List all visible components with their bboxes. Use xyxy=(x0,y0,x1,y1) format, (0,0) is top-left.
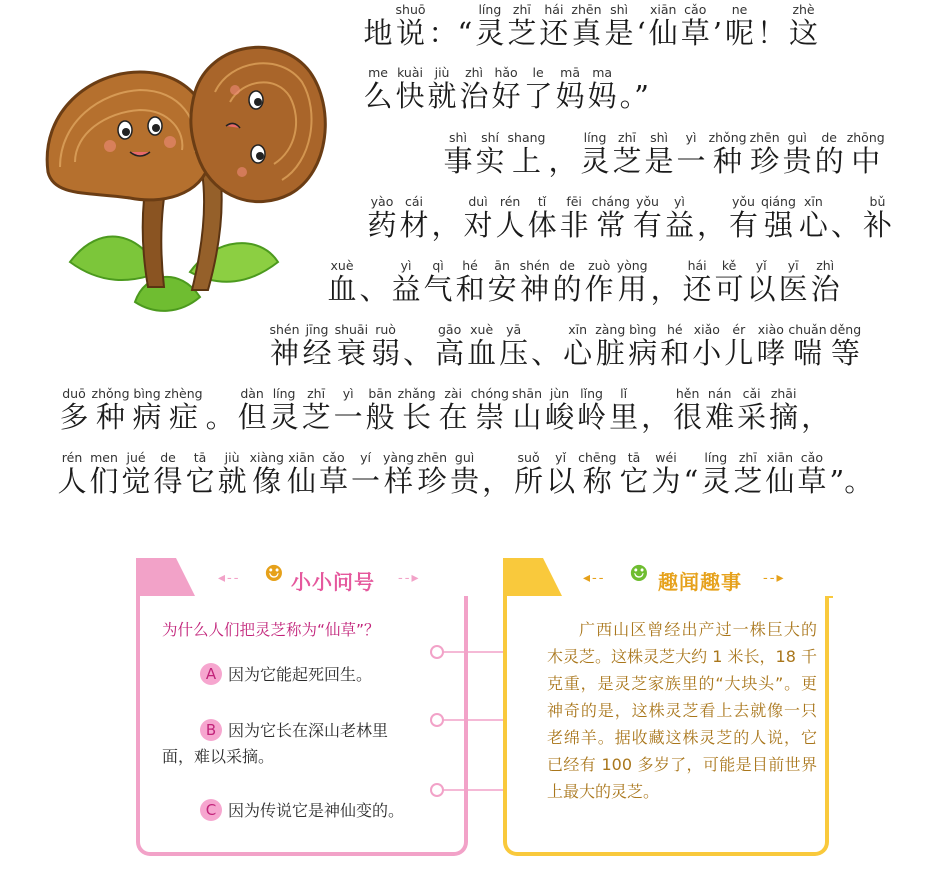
pinyin: xiān xyxy=(765,450,795,465)
story-char: ：“ xyxy=(428,16,473,50)
pinyin: shān xyxy=(512,386,543,401)
story-char: 、 xyxy=(830,208,860,242)
story-line xyxy=(56,452,875,496)
story-char: 妈ma xyxy=(587,65,617,113)
right-arrow-icon: ‑‑▸ xyxy=(398,570,421,586)
story-char: 等děng xyxy=(829,322,862,370)
pinyin: ne xyxy=(725,2,754,17)
story-char: 在zài xyxy=(438,386,468,434)
pinyin: líng xyxy=(475,2,505,17)
story-char: 对duì xyxy=(463,194,493,242)
pinyin: yì xyxy=(664,194,694,209)
story-char: ， xyxy=(431,208,461,242)
pinyin: zàng xyxy=(595,322,626,337)
pinyin: zhēn xyxy=(749,130,780,145)
story-char: 么me xyxy=(363,65,393,113)
pinyin: bān xyxy=(365,386,395,401)
pinyin: jùn xyxy=(545,386,575,401)
pinyin: jiù xyxy=(217,450,247,465)
pinyin: yǐ xyxy=(746,258,776,273)
story-char: 一yì xyxy=(676,130,706,178)
story-char: 就jiù xyxy=(427,65,457,113)
story-char: 了le xyxy=(523,65,553,113)
pinyin: zhēn xyxy=(416,450,448,465)
pinyin: cǎo xyxy=(797,450,827,465)
pinyin: yòng xyxy=(616,258,648,273)
pinyin: zhǎng xyxy=(397,386,436,401)
pinyin: shén xyxy=(269,322,300,337)
pinyin: zhī xyxy=(612,130,642,145)
pinyin: děng xyxy=(829,322,862,337)
story-char: 弱ruò xyxy=(371,322,401,370)
story-char: 好hǎo xyxy=(491,65,521,113)
pinyin: de xyxy=(814,130,844,145)
option-b[interactable] xyxy=(162,718,432,770)
story-char: 是shì xyxy=(604,2,634,50)
story-char: 妈mā xyxy=(555,65,585,113)
story-char: 病bìng xyxy=(628,322,658,370)
story-char: 一yí xyxy=(351,450,381,498)
story-char: 强qiáng xyxy=(760,194,796,242)
option-a-badge: A xyxy=(200,663,222,685)
pinyin: zuò xyxy=(584,258,614,273)
story-char: 仙xiān xyxy=(765,450,795,498)
pinyin: shí xyxy=(475,130,505,145)
pinyin: zhè xyxy=(789,2,819,17)
story-char: 仙xiān xyxy=(648,2,678,50)
pinyin: chēng xyxy=(578,450,617,465)
story-char: 治zhì xyxy=(810,258,840,306)
story-char: 灵líng xyxy=(580,130,610,178)
pinyin: hé xyxy=(455,258,485,273)
story-char: 以yǐ xyxy=(546,450,576,498)
story-char: 芝zhī xyxy=(507,2,537,50)
pinyin: zhōng xyxy=(846,130,885,145)
story-char: 多duō xyxy=(59,386,89,434)
option-a[interactable] xyxy=(200,662,372,688)
story-char: 般bān xyxy=(365,386,395,434)
story-char: 、 xyxy=(531,336,561,370)
pinyin: guì xyxy=(782,130,812,145)
story-char: ’ xyxy=(712,16,722,50)
option-b-badge: B xyxy=(200,719,222,741)
story-char: 和hé xyxy=(660,322,690,370)
pinyin: duō xyxy=(59,386,89,401)
story-char: 血xuè xyxy=(327,258,357,306)
story-char: ， xyxy=(548,144,578,178)
story-char: ， xyxy=(650,272,680,306)
pinyin: ruò xyxy=(371,322,401,337)
story-line xyxy=(362,4,820,48)
pinyin: líng xyxy=(269,386,299,401)
story-char: 中zhōng xyxy=(846,130,885,178)
story-char: 神shén xyxy=(269,322,300,370)
pinyin: zhāi xyxy=(769,386,799,401)
story-char: ！ xyxy=(757,16,787,50)
pinyin: bǔ xyxy=(862,194,892,209)
story-char: 很hěn xyxy=(673,386,703,434)
story-char: 症zhèng xyxy=(164,386,203,434)
story-char: 心xīn xyxy=(798,194,828,242)
story-char: ， xyxy=(696,208,726,242)
pinyin: guì xyxy=(450,450,480,465)
pinyin: shì xyxy=(443,130,473,145)
left-arrow-icon: ◂‑‑ xyxy=(218,570,241,586)
story-char: 的de xyxy=(552,258,582,306)
story-char: 贵guì xyxy=(782,130,812,178)
story-char: 说shuō xyxy=(395,2,426,50)
pinyin: wéi xyxy=(651,450,681,465)
story-char: 得de xyxy=(153,450,183,498)
story-char: 、 xyxy=(359,272,389,306)
story-char: 种zhǒng xyxy=(91,386,130,434)
pinyin: lǐ xyxy=(609,386,639,401)
left-arrow-icon: ◂‑‑ xyxy=(583,570,606,586)
story-char: 灵líng xyxy=(701,450,731,498)
story-char: 灵líng xyxy=(269,386,299,434)
quiz-panel xyxy=(136,596,468,856)
pinyin: rén xyxy=(495,194,525,209)
pinyin: yā xyxy=(499,322,529,337)
pinyin: me xyxy=(363,65,393,80)
pinyin: suǒ xyxy=(514,450,544,465)
story-line xyxy=(366,196,893,240)
pinyin: cǎo xyxy=(319,450,348,465)
story-char: 益yì xyxy=(391,258,421,306)
story-char: 它tā xyxy=(185,450,215,498)
story-char: 灵líng xyxy=(475,2,505,50)
pinyin: bìng xyxy=(628,322,658,337)
story-char: 作zuò xyxy=(584,258,614,306)
pinyin: hé xyxy=(660,322,690,337)
story-char: ， xyxy=(801,400,831,434)
option-c-badge: C xyxy=(200,799,222,821)
story-char: 就jiù xyxy=(217,450,247,498)
right-arrow-icon: ‑‑▸ xyxy=(763,570,786,586)
pinyin: dàn xyxy=(237,386,267,401)
pinyin: yào xyxy=(367,194,397,209)
story-char: 一yì xyxy=(333,386,363,434)
story-char: 的de xyxy=(814,130,844,178)
story-char: 像xiàng xyxy=(249,450,284,498)
boy-icon: ☻ xyxy=(264,562,284,587)
pinyin: líng xyxy=(580,130,610,145)
pinyin: chóng xyxy=(470,386,509,401)
story-char: 仙xiān xyxy=(286,450,316,498)
pinyin: shì xyxy=(604,2,634,17)
story-char: 岭lǐng xyxy=(577,386,607,434)
story-char: 这zhè xyxy=(789,2,819,50)
pinyin: xiàng xyxy=(249,450,284,465)
pinyin: yí xyxy=(351,450,381,465)
story-char: 有yǒu xyxy=(728,194,758,242)
pinyin: yì xyxy=(391,258,421,273)
story-char: 血xuè xyxy=(467,322,497,370)
pinyin: tā xyxy=(185,450,215,465)
pinyin: yǒu xyxy=(728,194,758,209)
pinyin: gāo xyxy=(435,322,465,337)
story-char: 神shén xyxy=(519,258,550,306)
story-char: 山shān xyxy=(512,386,543,434)
pinyin: xīn xyxy=(563,322,593,337)
pinyin: hǎo xyxy=(491,65,521,80)
story-char: 珍zhēn xyxy=(416,450,448,498)
story-char: 还hái xyxy=(682,258,712,306)
story-char: 常cháng xyxy=(591,194,630,242)
pinyin: mā xyxy=(555,65,585,80)
story-char: 芝zhī xyxy=(612,130,642,178)
pinyin: xiào xyxy=(756,322,786,337)
story-char: 芝zhī xyxy=(301,386,331,434)
story-char: 、 xyxy=(403,336,433,370)
story-char: ， xyxy=(641,400,671,434)
story-char: 们men xyxy=(89,450,119,498)
story-char: 安ān xyxy=(487,258,517,306)
story-char: 用yòng xyxy=(616,258,648,306)
pinyin: ān xyxy=(487,258,517,273)
story-char: 上shang xyxy=(507,130,546,178)
pinyin: hái xyxy=(682,258,712,273)
pinyin: qiáng xyxy=(760,194,796,209)
story-char: 可kě xyxy=(714,258,744,306)
pinyin: zài xyxy=(438,386,468,401)
pinyin: ma xyxy=(587,65,617,80)
story-char: 样yàng xyxy=(383,450,414,498)
story-char: ”。 xyxy=(829,464,874,498)
quiz-title: 小小问号 xyxy=(291,570,375,594)
quiz-question: 为什么人们把灵芝称为“仙草”？ xyxy=(162,621,380,639)
pinyin: líng xyxy=(701,450,731,465)
story-char: 真zhēn xyxy=(571,2,602,50)
story-char: 芝zhī xyxy=(733,450,763,498)
story-char: 脏zàng xyxy=(595,322,626,370)
fun-facts-box xyxy=(503,558,833,858)
story-char: 草cǎo xyxy=(680,2,710,50)
story-char: ， xyxy=(482,464,512,498)
pinyin: xuè xyxy=(327,258,357,273)
story-char: 珍zhēn xyxy=(749,130,780,178)
pinyin: men xyxy=(89,450,119,465)
option-b-text: 因为它长在深山老林里 xyxy=(228,721,389,740)
pinyin: ér xyxy=(724,322,754,337)
pinyin: kuài xyxy=(395,65,425,80)
pinyin: zhǒng xyxy=(91,386,130,401)
pinyin: shuō xyxy=(395,2,426,17)
pinyin: xiān xyxy=(286,450,316,465)
pinyin: zhī xyxy=(507,2,537,17)
story-char: 还hái xyxy=(539,2,569,50)
pinyin: rén xyxy=(57,450,87,465)
story-char: 人rén xyxy=(57,450,87,498)
fun-panel xyxy=(503,596,829,856)
pinyin: tā xyxy=(619,450,649,465)
story-char: 为wéi xyxy=(651,450,681,498)
story-char: 医yī xyxy=(778,258,808,306)
pinyin: jīng xyxy=(302,322,332,337)
story-char: 贵guì xyxy=(450,450,480,498)
story-char: 病bìng xyxy=(132,386,162,434)
story-char: 喘chuǎn xyxy=(788,322,827,370)
pinyin: cái xyxy=(399,194,429,209)
story-char: 。” xyxy=(619,79,649,113)
pinyin: jiù xyxy=(427,65,457,80)
pinyin: zhǒng xyxy=(708,130,747,145)
pinyin: hěn xyxy=(673,386,703,401)
pinyin: shuāi xyxy=(334,322,369,337)
pinyin: zhī xyxy=(733,450,763,465)
story-char: 称chēng xyxy=(578,450,617,498)
pinyin: fēi xyxy=(559,194,589,209)
story-char: 所suǒ xyxy=(514,450,544,498)
story-char: 小xiǎo xyxy=(692,322,722,370)
story-line xyxy=(362,67,650,111)
pinyin: yàng xyxy=(383,450,414,465)
story-char: 治zhì xyxy=(459,65,489,113)
story-char: 衰shuāi xyxy=(334,322,369,370)
story-char: 和hé xyxy=(455,258,485,306)
pinyin: kě xyxy=(714,258,744,273)
pinyin: shén xyxy=(519,258,550,273)
pinyin: le xyxy=(523,65,553,80)
pinyin: tǐ xyxy=(527,194,557,209)
pinyin: bìng xyxy=(132,386,162,401)
pinyin: shì xyxy=(644,130,674,145)
pinyin: hái xyxy=(539,2,569,17)
story-char: 它tā xyxy=(619,450,649,498)
pinyin: zhì xyxy=(810,258,840,273)
story-char: 地 xyxy=(363,16,393,50)
pinyin: xuè xyxy=(467,322,497,337)
pinyin: yì xyxy=(676,130,706,145)
story-char: 快kuài xyxy=(395,65,425,113)
story-char: 事shì xyxy=(443,130,473,178)
pinyin: duì xyxy=(463,194,493,209)
story-char: 长zhǎng xyxy=(397,386,436,434)
story-char: 压yā xyxy=(499,322,529,370)
story-char: ‘ xyxy=(636,16,646,50)
pinyin: cǎo xyxy=(680,2,710,17)
story-char: 但dàn xyxy=(237,386,267,434)
story-char: 峻jùn xyxy=(545,386,575,434)
story-line xyxy=(268,324,863,368)
story-char: 人rén xyxy=(495,194,525,242)
story-char: 气qì xyxy=(423,258,453,306)
girl-icon: ☻ xyxy=(629,562,649,587)
story-char: 体tǐ xyxy=(527,194,557,242)
story-char: 觉jué xyxy=(121,450,151,498)
pinyin: xīn xyxy=(798,194,828,209)
pinyin: zhì xyxy=(459,65,489,80)
lingzhi-mushroom-illustration xyxy=(30,22,350,322)
pinyin: de xyxy=(153,450,183,465)
story-char: “ xyxy=(683,464,699,498)
story-char: 哮xiào xyxy=(756,322,786,370)
story-char: 。 xyxy=(205,400,235,434)
story-line xyxy=(326,260,841,304)
pinyin: yī xyxy=(778,258,808,273)
story-char: 以yǐ xyxy=(746,258,776,306)
story-char: 呢ne xyxy=(725,2,755,50)
story-char: 材cái xyxy=(399,194,429,242)
option-c[interactable] xyxy=(200,798,404,824)
story-char: 益yì xyxy=(664,194,694,242)
story-char: 草cǎo xyxy=(797,450,827,498)
pinyin: yǒu xyxy=(632,194,662,209)
quiz-box xyxy=(136,558,466,858)
story-char: 药yào xyxy=(367,194,397,242)
story-char: 有yǒu xyxy=(632,194,662,242)
story-char: 崇chóng xyxy=(470,386,509,434)
pinyin: qì xyxy=(423,258,453,273)
story-char: 草cǎo xyxy=(319,450,349,498)
pinyin: chuǎn xyxy=(788,322,827,337)
pinyin: lǐng xyxy=(577,386,607,401)
story-char: 心xīn xyxy=(563,322,593,370)
story-char: 经jīng xyxy=(302,322,332,370)
story-char: 采cǎi xyxy=(737,386,767,434)
pinyin: yǐ xyxy=(546,450,576,465)
pinyin: zhī xyxy=(301,386,331,401)
pinyin: nán xyxy=(705,386,735,401)
pinyin: shang xyxy=(507,130,546,145)
pinyin: cǎi xyxy=(737,386,767,401)
pinyin: jué xyxy=(121,450,151,465)
pinyin: xiǎo xyxy=(692,322,722,337)
story-char: 高gāo xyxy=(435,322,465,370)
story-char: 里lǐ xyxy=(609,386,639,434)
story-char: 补bǔ xyxy=(862,194,892,242)
pinyin: zhēn xyxy=(571,2,602,17)
story-char: 摘zhāi xyxy=(769,386,799,434)
option-a-text: 因为它能起死回生。 xyxy=(228,665,373,684)
story-char: 种zhǒng xyxy=(708,130,747,178)
pinyin: de xyxy=(552,258,582,273)
story-line xyxy=(58,388,832,432)
pinyin: xiān xyxy=(648,2,678,17)
story-char: 难nán xyxy=(705,386,735,434)
option-c-text: 因为传说它是神仙变的。 xyxy=(228,801,405,820)
pinyin: zhèng xyxy=(164,386,203,401)
story-char: 是shì xyxy=(644,130,674,178)
fun-text: 广西山区曾经出产过一株巨大的木灵芝。这株灵芝大约 1 米长，18 千克重，是灵芝家族里的“大块头”。更神奇的是，这株灵芝看上去就像一只老绵羊。据收藏这株灵芝的人说，它已经有 100 多岁了，可能是目前世界上最大的灵芝。 xyxy=(547,620,817,801)
story-char: 实shí xyxy=(475,130,505,178)
option-b-text-cont: 面，难以采摘。 xyxy=(162,747,275,766)
story-char: 儿ér xyxy=(724,322,754,370)
story-char: 非fēi xyxy=(559,194,589,242)
pinyin: yì xyxy=(333,386,363,401)
fun-title: 趣闻趣事 xyxy=(658,570,742,594)
pinyin: cháng xyxy=(591,194,630,209)
story-line xyxy=(442,132,886,176)
